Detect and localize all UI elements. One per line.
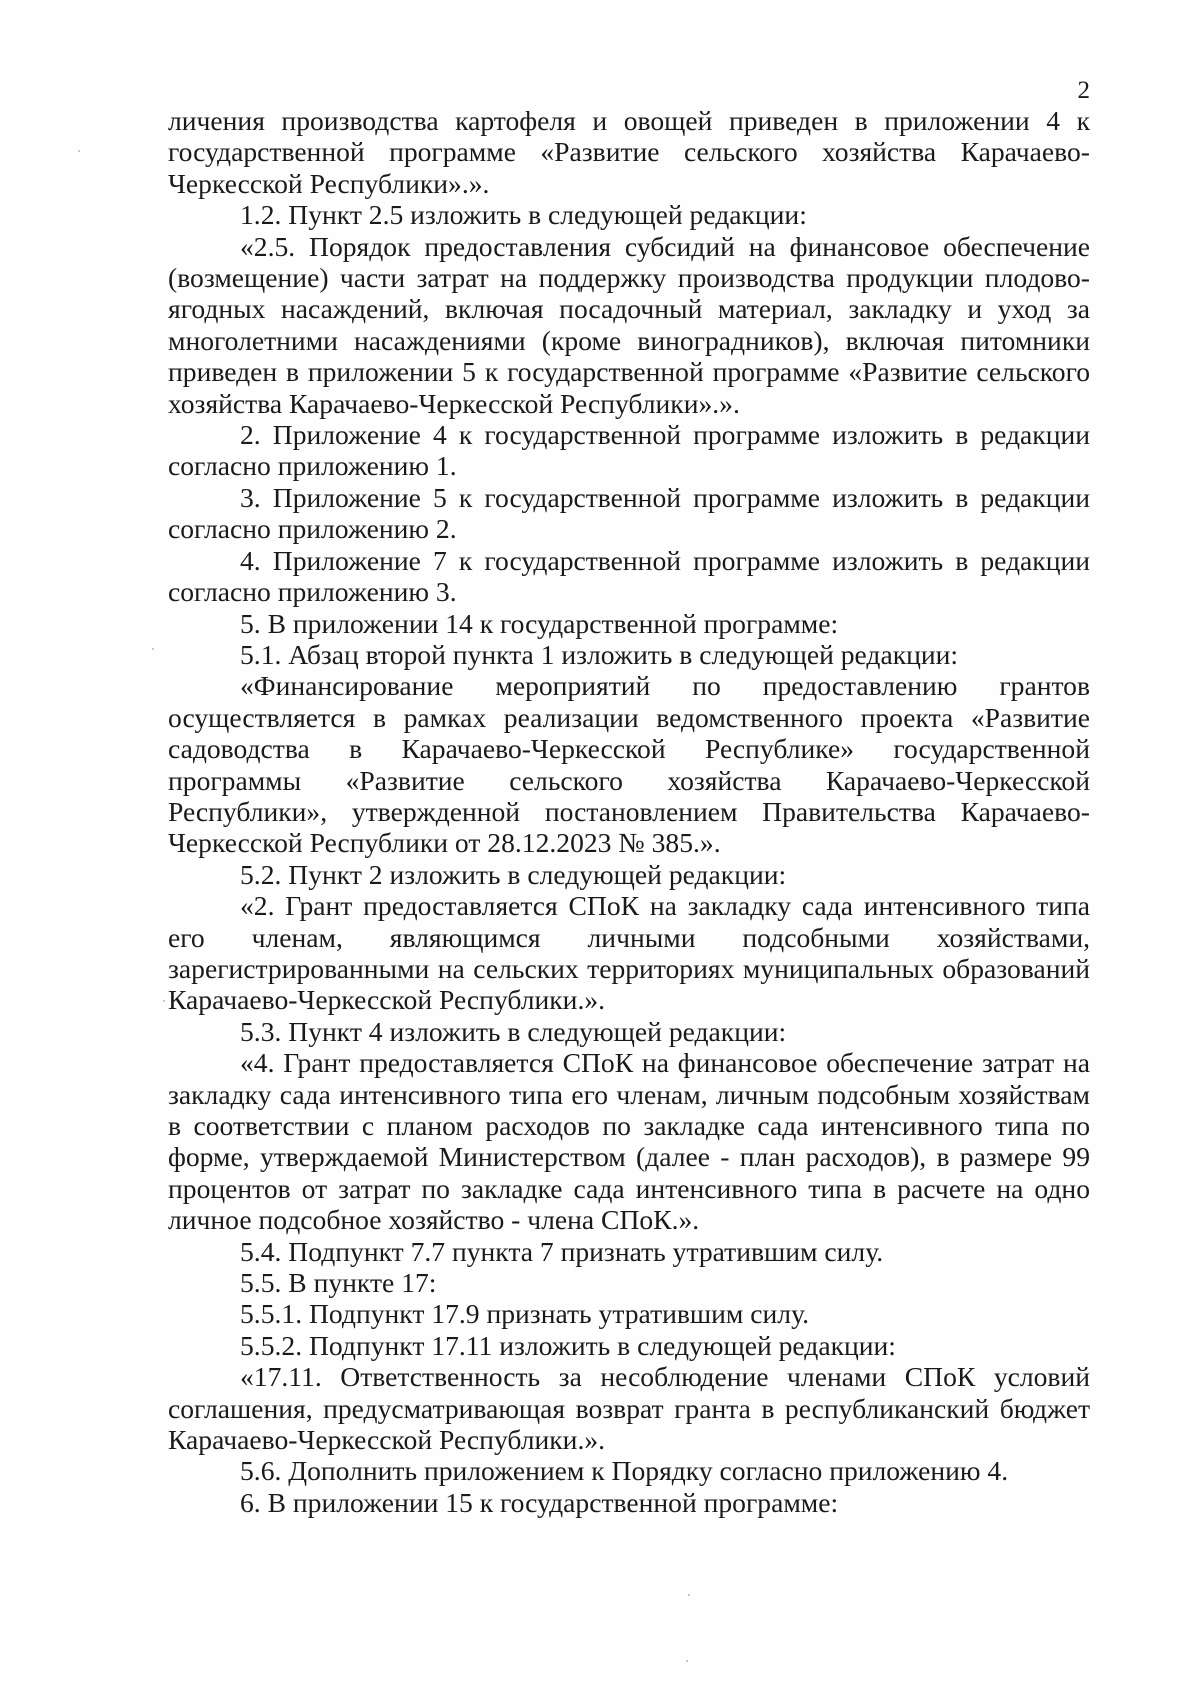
- scan-speck: [163, 1000, 165, 1002]
- paragraph-quote-2: «2. Грант предоставляется СПоК на закладку сада интенсивного типа его членам, являющимся личными подсобными хозяйствами, зарегистрированными на сельских территориях муниципальных образований Карачаево-Черкесской Республики.».: [168, 890, 1090, 1016]
- paragraph-item-5-2: 5.2. Пункт 2 изложить в следующей редакции:: [240, 858, 787, 890]
- paragraph-item-5-3: 5.3. Пункт 4 изложить в следующей редакции:: [240, 1015, 787, 1047]
- page-number: 2: [1077, 77, 1090, 104]
- document-body: [168, 105, 1090, 1518]
- scan-speck: [152, 648, 154, 650]
- scan-speck: [686, 1660, 688, 1662]
- paragraph-quote-4: «4. Грант предоставляется СПоК на финансовое обеспечение затрат на закладку сада интенсивного типа его членам, личным подсобным хозяйствам в соответствии с планом расходов по закладке сада интенсивного типа по форме, утверждаемой Министерством (далее - план расходов), в размере 99 процентов от затрат по закладке сада интенсивного типа в расчете на одно личное подсобное хозяйство - члена СПоК.».: [168, 1047, 1090, 1236]
- paragraph-item-5-4: 5.4. Подпункт 7.7 пункта 7 признать утратившим силу.: [240, 1235, 884, 1267]
- scan-speck: [78, 150, 80, 152]
- paragraph-item-1-2: 1.2. Пункт 2.5 изложить в следующей редакции:: [240, 199, 807, 231]
- paragraph-item-5-5-2: 5.5.2. Подпункт 17.11 изложить в следующей редакции:: [240, 1329, 896, 1361]
- paragraph-item-5-5: 5.5. В пункте 17:: [240, 1267, 437, 1299]
- paragraph-quote-2-5: «2.5. Порядок предоставления субсидий на финансовое обеспечение (возмещение) части затрат на поддержку производства продукции плодово-ягодных насаждений, включая посадочный материал, закладку и уход за многолетними насаждениями (кроме виноградников), включая питомники приведен в приложении 5 к государственной программе «Развитие сельского хозяйства Карачаево-Черкесской Республики».».: [168, 230, 1090, 419]
- paragraph-item-6: 6. В приложении 15 к государственной программе:: [240, 1486, 839, 1518]
- paragraph-item-5: 5. В приложении 14 к государственной программе:: [240, 607, 839, 639]
- paragraph-item-5-6: 5.6. Дополнить приложением к Порядку согласно приложению 4.: [240, 1455, 1009, 1487]
- paragraph-item-4: 4. Приложение 7 к государственной программе изложить в редакции согласно приложению 3.: [168, 544, 1090, 608]
- scan-speck: [688, 1594, 690, 1596]
- paragraph-quote-financing: «Финансирование мероприятий по предоставлению грантов осуществляется в рамках реализации ведомственного проекта «Развитие садоводства в Карачаево-Черкесской Республике» государственной программы «Развитие сельского хозяйства Карачаево-Черкесской Республики», утвержденной постановлением Правительства Карачаево-Черкесской Республики от 28.12.2023 № 385.».: [168, 670, 1090, 859]
- paragraph-continuation: личения производства картофеля и овощей приведен в приложении 4 к государственной программе «Развитие сельского хозяйства Карачаево-Черкесской Республики».».: [168, 105, 1090, 199]
- paragraph-item-3: 3. Приложение 5 к государственной программе изложить в редакции согласно приложению 2.: [168, 481, 1090, 545]
- paragraph-item-5-1: 5.1. Абзац второй пункта 1 изложить в следующей редакции:: [240, 638, 959, 670]
- paragraph-quote-17-11: «17.11. Ответственность за несоблюдение членами СПоК условий соглашения, предусматривающая возврат гранта в республиканский бюджет Карачаево-Черкесской Республики.».: [168, 1361, 1090, 1456]
- paragraph-item-2: 2. Приложение 4 к государственной программе изложить в редакции согласно приложению 1.: [168, 419, 1090, 482]
- paragraph-item-5-5-1: 5.5.1. Подпункт 17.9 признать утратившим силу.: [240, 1298, 810, 1330]
